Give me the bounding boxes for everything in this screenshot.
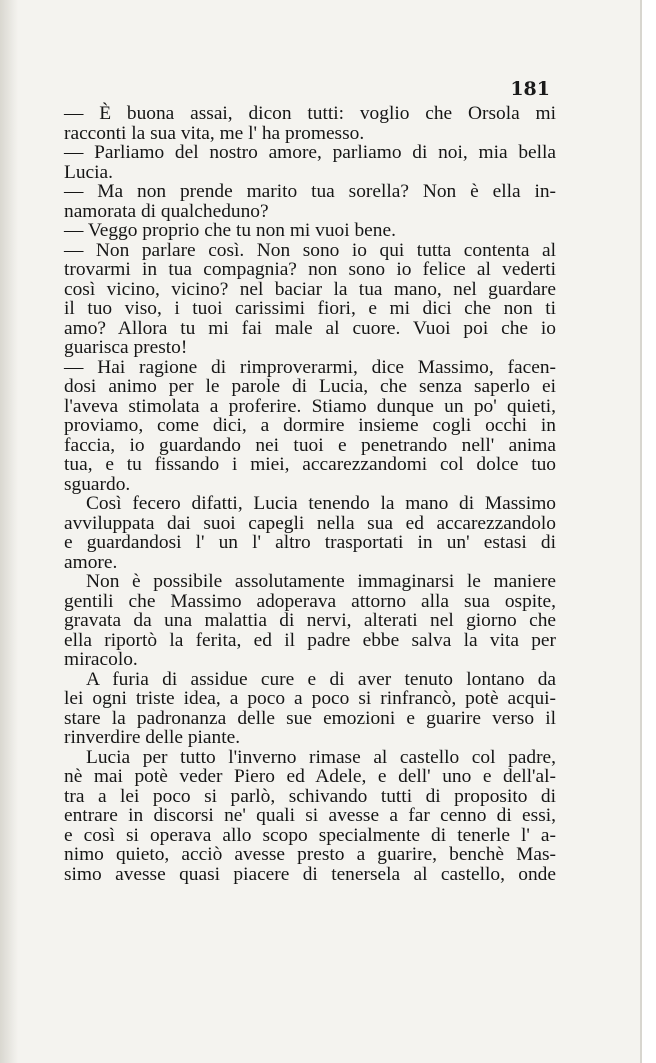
- text-line: entrare in discorsi ne' quali si avesse a far cenno di essi,: [64, 805, 556, 826]
- body-text: [64, 104, 556, 884]
- page-spine-shadow: [0, 0, 18, 1063]
- text-line: miracolo.: [64, 649, 138, 670]
- text-line: proviamo, come dici, a dormire insieme cogli occhi in: [64, 415, 556, 436]
- text-line: Lucia.: [64, 161, 113, 183]
- text-line: amo? Allora tu mi fai male al cuore. Vuoi poi che io: [64, 317, 556, 339]
- text-line: simo avesse quasi piacere di tenersela al castello, onde: [64, 863, 556, 885]
- text-line: Così fecero difatti, Lucia tenendo la mano di Massimo: [86, 493, 556, 514]
- text-line: stare la padronanza delle sue emozioni e guarire verso il: [64, 707, 556, 729]
- text-line: e così si operava allo scopo specialmente di tenerle l' a-: [64, 824, 556, 846]
- text-line: rinverdire delle piante.: [64, 727, 241, 748]
- text-line: — Parliamo del nostro amore, parliamo di noi, mia bella: [64, 142, 556, 163]
- text-line: dosi animo per le parole di Lucia, che senza saperlo ei: [64, 376, 556, 397]
- text-line: Lucia per tutto l'inverno rimase al castello col padre,: [86, 746, 556, 768]
- text-line: ella riportò la ferita, ed il padre ebbe salva la vita per: [64, 629, 556, 651]
- text-line: amore.: [64, 551, 118, 573]
- text-line: — Hai ragione di rimproverarmi, dice Massimo, facen-: [64, 356, 556, 378]
- text-line: nè mai potè veder Piero ed Adele, e dell' uno e dell'al-: [64, 766, 556, 787]
- text-line: il tuo viso, i tuoi carissimi fiori, e mi dici che non ti: [64, 298, 556, 319]
- text-line: — Veggo proprio che tu non mi vuoi bene.: [64, 220, 396, 241]
- text-line: tra a lei poco si parlò, schivando tutti di proposito di: [64, 785, 556, 807]
- text-line: guarisca presto!: [64, 337, 188, 358]
- text-line: l'aveva stimolata a proferire. Stiamo dunque un po' quieti,: [64, 395, 556, 417]
- text-line: lei ogni triste idea, a poco a poco si rinfrancò, potè acqui-: [64, 688, 556, 709]
- text-line: gentili che Massimo adoperava attorno alla sua ospite,: [64, 590, 556, 612]
- text-line: gravata da una malattia di nervi, alterati nel giorno che: [64, 610, 556, 631]
- text-line: faccia, io guardando nei tuoi e penetrando nell' anima: [64, 434, 556, 456]
- text-line: avviluppata dai suoi capegli nella sua ed accarezzandolo: [64, 512, 556, 534]
- text-line: A furia di assidue cure e di aver tenuto lontano da: [86, 668, 556, 690]
- text-line: e guardandosi l' un l' altro trasportati in un' estasi di: [64, 532, 556, 553]
- text-line: — Non parlare così. Non sono io qui tutta contenta al: [64, 239, 556, 261]
- text-line: namorata di qualcheduno?: [64, 200, 269, 222]
- page-number: 181: [510, 78, 550, 100]
- text-line: trovarmi in tua compagnia? non sono io felice al vederti: [64, 259, 556, 280]
- text-line: nimo quieto, acciò avesse presto a guarire, benchè Mas-: [64, 844, 556, 865]
- text-line: racconti la sua vita, me l' ha promesso.: [64, 122, 365, 144]
- text-line: — È buona assai, dicon tutti: voglio che Orsola mi: [64, 103, 556, 124]
- text-line: tua, e tu fissando i miei, accarezzandomi col dolce tuo: [64, 454, 556, 475]
- text-line: Non è possibile assolutamente immaginarsi le maniere: [86, 571, 556, 592]
- text-line: — Ma non prende marito tua sorella? Non è ella in-: [64, 181, 556, 202]
- text-line: sguardo.: [64, 473, 131, 495]
- text-line: così vicino, vicino? nel baciar la tua mano, nel guardare: [64, 278, 556, 300]
